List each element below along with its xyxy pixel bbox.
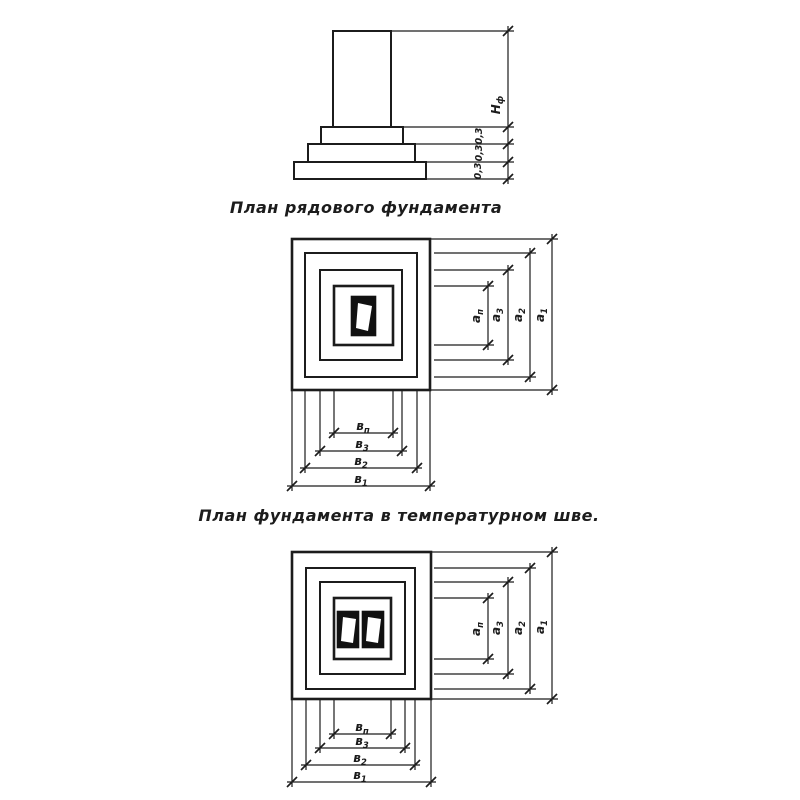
plan1-dim-label-vp: $в_п$: [356, 419, 370, 436]
plan2-dim-label-a2: $а_2$: [511, 620, 528, 636]
plan2-outline-step1: [292, 552, 431, 699]
plan-single-foundation: [287, 234, 558, 491]
plan2-outline-step2: [306, 568, 415, 689]
plan2-dim-label-v3: $в_3$: [355, 734, 369, 751]
plan1-dim-label-a2: $а_2$: [511, 307, 528, 323]
plan2-column-socket-right: [363, 612, 383, 647]
foundation-step-2: [308, 144, 415, 162]
step-height-label-3: 0,3: [473, 162, 484, 180]
step-height-label-1: 0,3: [474, 127, 485, 145]
plan2-dim-label-a1: $а_1$: [533, 619, 550, 635]
plan2-dim-label-v2: $в_2$: [353, 751, 367, 768]
plan1-dim-label-v2: $в_2$: [354, 454, 368, 471]
plan2-vertical-dimensions: [431, 547, 558, 704]
plan2-horizontal-dimensions: [287, 699, 436, 787]
plan1-dim-label-a1: $а_1$: [533, 307, 550, 323]
column-outline: [333, 31, 391, 127]
height-dim-label: $Н_ф$: [489, 95, 506, 115]
plan1-vertical-dimensions: [430, 234, 558, 395]
caption-plan-single: План рядового фундамента: [229, 198, 503, 217]
plan1-dim-label-ap: $а_п$: [469, 309, 486, 323]
plan2-dim-label-ap: $а_п$: [469, 622, 486, 636]
plan1-dim-label-v1: $в_1$: [354, 472, 368, 489]
caption-plan-joint: План фундамента в температурном шве.: [198, 506, 600, 525]
plan2-extension-lines-right: [431, 552, 558, 699]
elevation-view: [294, 26, 514, 184]
plan1-dim-label-v3: $в_3$: [355, 437, 369, 454]
plan2-dim-label-v1: $в_1$: [353, 768, 367, 785]
plan2-dim-label-vp: $в_п$: [355, 720, 369, 737]
plan1-dim-label-a3: $а_3$: [489, 307, 506, 323]
plan2-column-socket-left: [338, 612, 358, 647]
step-height-label-2: 0,3: [474, 144, 485, 162]
plan1-column-socket: [352, 297, 375, 335]
plan-joint-foundation: [287, 547, 558, 787]
foundation-step-3: [294, 162, 426, 179]
plan2-dim-label-a3: $а_3$: [489, 620, 506, 636]
plan1-horizontal-dimensions: [287, 390, 435, 491]
foundation-step-1: [321, 127, 403, 144]
